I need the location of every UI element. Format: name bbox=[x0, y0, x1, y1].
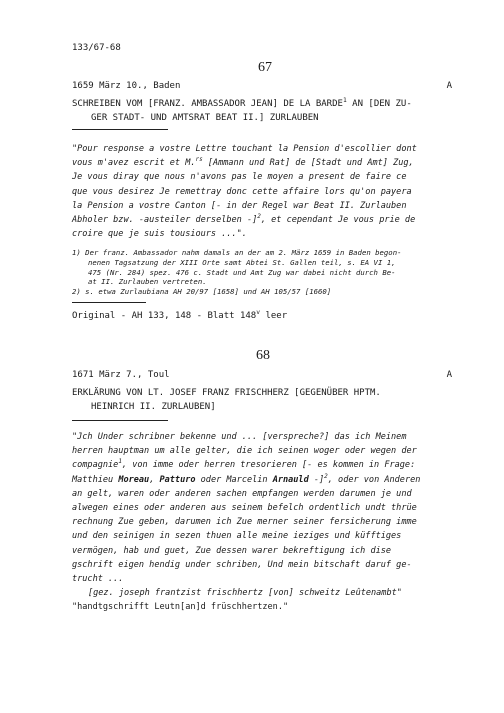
footnote-line: at II. Zurlauben vertreten. bbox=[88, 277, 207, 287]
document-number-67: 67 bbox=[258, 60, 272, 75]
doc68-title bbox=[72, 386, 381, 414]
doc67-title-line1: SCHREIBEN VOM [FRANZ. AMBASSADOR JEAN] DE LA BARDE$^1$ AN [DEN ZU- bbox=[72, 97, 412, 109]
quote-line: compagnie$^1$, von imme oder herren tresorieren [- es kommen in Frage: bbox=[72, 458, 416, 471]
quote-line: que vous desirez Je remettray donc cette affaire lors qu'on payera bbox=[72, 186, 412, 197]
doc68-letter: A bbox=[446, 370, 452, 380]
doc67-footnotes bbox=[72, 248, 401, 297]
quote-line: croire que je suis tousiours ...". bbox=[72, 229, 247, 240]
doc68-date-place: 1671 März 7., Toul bbox=[72, 370, 170, 380]
quote-line: an gelt, waren oder anderen sachen empfangen werden darumen je und bbox=[72, 488, 412, 499]
quote-line: rechnung Zue geben, darumen ich Zue merner seiner fersicherung imme bbox=[72, 517, 417, 528]
quote-line: vous m'avez escrit et M.$^{rs}$ [Ammann und Rat] de [Stadt und Amt] Zug, bbox=[72, 156, 414, 169]
signature-line: [gez. joseph frantzist frischhertz [von] schweitz Leûtenambt" bbox=[88, 588, 402, 598]
footnote-rule bbox=[72, 302, 146, 303]
doc68-title-line1: ERKLÄRUNG VON LT. JOSEF FRANZ FRISCHHERZ [GEGENÜBER HPTM. bbox=[72, 388, 381, 398]
quote-line: herren hauptman um alle gelter, die ich seinen woger oder wegen der bbox=[72, 446, 417, 457]
footnote-1: 1) Der franz. Ambassador nahm damals an der am 2. März 1659 in Baden begon- bbox=[72, 248, 402, 257]
doc68-quote bbox=[72, 430, 420, 586]
doc67-date-place: 1659 März 10., Baden bbox=[72, 81, 181, 91]
doc67-header bbox=[72, 81, 452, 91]
handwriting-note: "handtgschrifft Leutn[an]d früschhertzen." bbox=[72, 602, 289, 613]
title-rule bbox=[72, 420, 168, 421]
doc67-letter: A bbox=[446, 81, 452, 91]
quote-line: la Pension a vostre Canton [- in der Regel war Beat II. Zurlauben bbox=[72, 200, 407, 211]
doc68-title-line2: HEINRICH II. ZURLAUBEN] bbox=[91, 402, 216, 412]
doc67-title-line2: GER STADT- UND AMTSRAT BEAT II.] ZURLAUBEN bbox=[91, 113, 319, 123]
quote-line: Abholer bzw. -austeiler derselben -]$^2$, et cependant Je vous prie de bbox=[72, 213, 416, 226]
document-number-68: 68 bbox=[256, 348, 270, 363]
footnote-line: 475 (Nr. 284) spez. 476 c. Stadt und Amt Zug war dabei nicht durch Be- bbox=[88, 267, 396, 277]
footnote-2: 2) s. etwa Zurlaubiana AH 20/97 [1658] und AH 105/57 [1660] bbox=[72, 287, 332, 297]
quote-line: "Jch Under schribner bekenne und ... [verspreche?] das ich Meinem bbox=[72, 432, 407, 442]
quote-line: Je vous diray que nous n'avons pas le moyen a present de faire ce bbox=[72, 172, 407, 183]
quote-line: Matthieu Moreau, Patturo oder Marcelin Arnauld -]$^2$, oder von Anderen bbox=[72, 472, 421, 485]
doc67-original-note: Original - AH 133, 148 - Blatt 148$^v$ leer bbox=[72, 309, 288, 321]
footnote-line: nenen Tagsatzung der XIII Orte samt Abtei St. Gallen teil, s. EA VI 1, bbox=[88, 257, 396, 267]
quote-line: vermögen, hab und guet, Zue dessen warer bekreftigung ich dise bbox=[72, 545, 392, 556]
quote-line: "Pour response a vostre Lettre touchant la Pension d'escollier dont bbox=[72, 144, 417, 154]
doc68-header bbox=[72, 370, 452, 380]
quote-line: alwegen eines oder anderen aus seinem befelch ordentlich undt thrüe bbox=[72, 503, 417, 514]
doc67-quote bbox=[72, 142, 417, 241]
archive-reference: 133/67-68 bbox=[72, 43, 121, 53]
quote-line: gschrift eigen hendig under schriben, Und mein bitschaft daruf ge- bbox=[72, 559, 412, 570]
quote-line: und den seinigen in sezen thuen alle meine ieziges und küfftiges bbox=[72, 531, 402, 542]
doc68-signature-block bbox=[72, 586, 402, 614]
title-rule bbox=[72, 129, 168, 130]
doc67-title bbox=[72, 97, 412, 125]
quote-line: trucht ... bbox=[72, 574, 124, 585]
